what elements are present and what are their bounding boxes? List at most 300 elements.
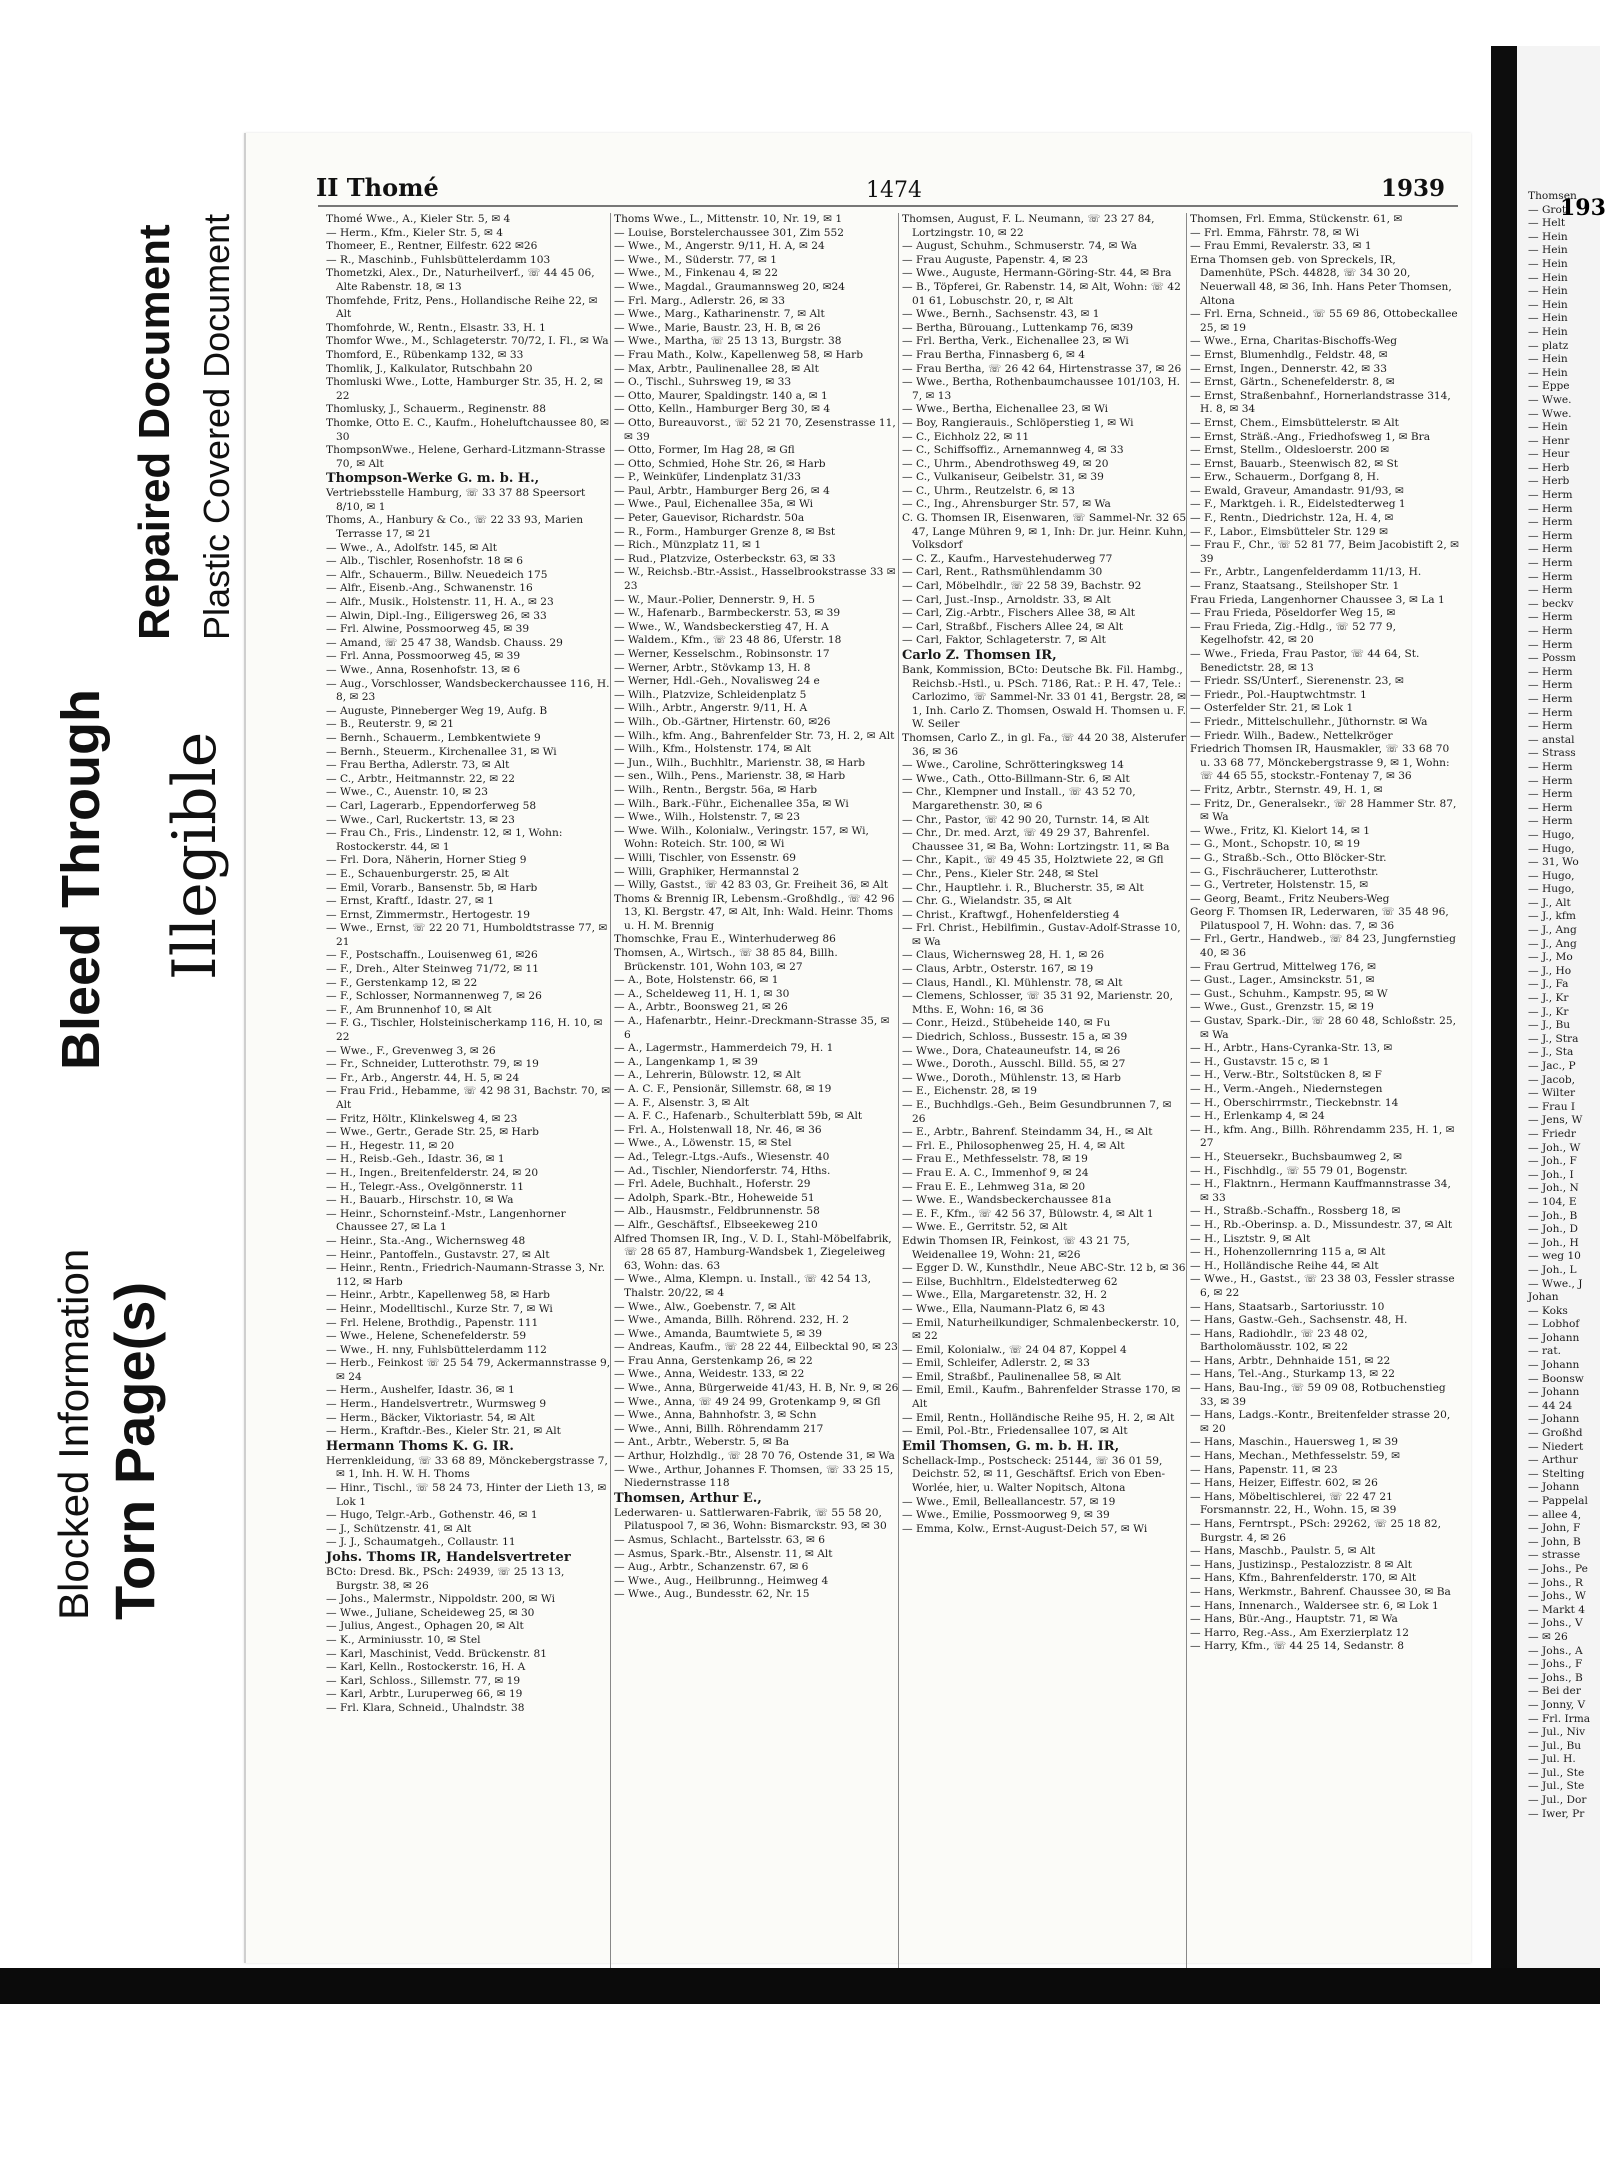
directory-entry: — G., Mont., Schopstr. 10, ✉ 19 [1190, 838, 1360, 851]
directory-entry: — A., Lehrerin, Bülowstr. 12, ✉ Alt [614, 1069, 801, 1082]
directory-entry: — Wwe., Gust., Grenzstr. 15, ✉ 19 [1190, 1001, 1374, 1014]
directory-entry: — C., Uhrm., Reutzelstr. 6, ✉ 13 [902, 484, 1075, 497]
directory-entry: — Alfr., Eisenb.-Ang., Schwanenstr. 16 [326, 582, 533, 595]
directory-entry: — Hans, Tel.-Ang., Sturkamp 13, ✉ 22 [1190, 1368, 1395, 1381]
directory-entry: — Hans, Innenarch., Waldersee str. 6, ✉ Lok 1 [1190, 1599, 1439, 1612]
directory-entry: — Wwe., Bertha, Eichenallee 23, ✉ Wi [902, 403, 1109, 416]
directory-entry: — Friedr., Pol.-Hauptwchtmstr. 1 [1190, 688, 1367, 701]
adjacent-entry: — Wwe. [1528, 393, 1572, 406]
scan-bottom-band [0, 1968, 1600, 2004]
directory-entry: — Ernst, Straßenbahnf., Hornerlandstrasse 314, H. 8, ✉ 34 [1190, 389, 1451, 416]
directory-entry: Lederwaren- u. Sattlerwaren-Fabrik, ☏ 55 58 20, Pilatuspool 7, ✉ 36, Wohn: Bismarckstr. 93, ✉ 30 [614, 1506, 887, 1533]
directory-entry: — Frau E. A. C., Immenhof 9, ✉ 24 [902, 1166, 1089, 1179]
adjacent-entry: — Herm [1528, 570, 1573, 583]
directory-entry: — A., Hafenarbtr., Heinr.-Dreckmann-Strasse 35, ✉ 6 [614, 1015, 890, 1041]
directory-entry: Thomfehde, Fritz, Pens., Hollandische Reihe 22, ✉ Alt [326, 294, 598, 321]
directory-entry: — Wwe., Caroline, Schrötteringksweg 14 [902, 759, 1124, 772]
directory-entry: — H., Arbtr., Hans-Cyranka-Str. 13, ✉ [1190, 1042, 1393, 1055]
adjacent-entry: — J., Sta [1528, 1046, 1574, 1059]
directory-entry: — Alwin, Dipl.-Ing., Eiligersweg 26, ✉ 33 [326, 609, 547, 622]
adjacent-entry: — Hugo, [1528, 869, 1575, 882]
directory-entry: — Herm., Handelsvertretr., Wurmsweg 9 [326, 1398, 547, 1411]
directory-entry: — Julius, Angest., Ophagen 20, ✉ Alt [326, 1620, 524, 1633]
directory-entry: — Chr., Dr. med. Arzt, ☏ 49 29 37, Bahrenfel. Chaussee 31, ✉ Ba, Wohn: Lortzingstr. 11, ✉ Ba [902, 827, 1170, 853]
adjacent-page-column [1528, 190, 1600, 1960]
directory-entry: — Herm., Kfm., Kieler Str. 5, ✉ 4 [326, 226, 503, 239]
directory-entry: — Chr., Kapit., ☏ 49 45 35, Holztwiete 22, ✉ Gfl [902, 854, 1164, 867]
directory-entry: — Frl. Helene, Brothdig., Papenstr. 111 [326, 1316, 539, 1329]
directory-entry: — Wwe., Arthur, Johannes F. Thomsen, ☏ 33 25 15, Niedernstrasse 118 [614, 1463, 894, 1490]
directory-entry: — W., Hafenarb., Barmbeckerstr. 53, ✉ 39 [614, 607, 841, 620]
directory-entry: — Ernst, Blumenhdlg., Feldstr. 48, ✉ [1190, 348, 1388, 361]
directory-entry: — Ernst, Stellm., Oldesloerstr. 200 ✉ [1190, 444, 1390, 457]
adjacent-entry: — Großhd [1528, 1427, 1583, 1440]
directory-entry: — Wwe., C., Auenstr. 10, ✉ 23 [326, 786, 488, 799]
directory-entry: — Ewald, Graveur, Amandastr. 91/93, ✉ [1190, 484, 1404, 497]
directory-entry: — Harro, Reg.-Ass., Am Exerzierplatz 12 [1190, 1626, 1409, 1639]
directory-entry: — Emma, Kolw., Ernst-August-Deich 57, ✉ Wi [902, 1522, 1148, 1535]
adjacent-entry: — Herm [1528, 692, 1573, 705]
directory-entry: — R., Form., Hamburger Grenze 8, ✉ Bst [614, 525, 836, 538]
directory-entry: — Frau Bertha, Finnasberg 6, ✉ 4 [902, 348, 1085, 361]
directory-entry: — Ant., Arbtr., Weberstr. 5, ✉ Ba [614, 1436, 790, 1449]
directory-entry: — H., Straßb.-Schaffn., Rossberg 18, ✉ [1190, 1205, 1401, 1218]
adjacent-entry: — J., Bu [1528, 1019, 1571, 1032]
adjacent-entry: — Hein [1528, 257, 1568, 270]
directory-entry: — Emil, Schleifer, Adlerstr. 2, ✉ 33 [902, 1357, 1090, 1370]
directory-entry: Frau Frieda, Langenhorner Chaussee 3, ✉ La 1 [1190, 593, 1445, 606]
directory-entry: — Fr., Schneider, Lutterothstr. 79, ✉ 19 [326, 1058, 539, 1071]
directory-entry: — Werner, Hdl.-Geh., Novalisweg 24 e [614, 675, 820, 688]
directory-entry: — Frau Anna, Gerstenkamp 26, ✉ 22 [614, 1354, 813, 1367]
adjacent-entry: — Jul., Ste [1528, 1766, 1585, 1779]
directory-entry: — Wwe., Marg., Katharinenstr. 7, ✉ Alt [614, 308, 825, 321]
directory-entry: — Peter, Gauevisor, Richardstr. 50a [614, 512, 805, 525]
adjacent-entry: — Jacob, [1528, 1073, 1575, 1086]
directory-entry: — Wwe., A., Adolfstr. 145, ✉ Alt [326, 541, 497, 554]
directory-entry: — H., Reisb.-Geh., Idastr. 36, ✉ 1 [326, 1153, 505, 1166]
directory-entry: — A. F. C., Hafenarb., Schulterblatt 59b, ✉ Alt [614, 1110, 863, 1123]
directory-entry: — Ernst, Sträß.-Ang., Friedhofsweg 1, ✉ Bra [1190, 430, 1431, 443]
adjacent-entry: — Hugo, [1528, 883, 1575, 896]
directory-entry: — A., Langenkamp 1, ✉ 39 [614, 1055, 758, 1068]
adjacent-entry: — J., kfm [1528, 910, 1576, 923]
directory-entry: — Emil, Naturheilkundiger, Schmalenbeckerstr. 10, ✉ 22 [902, 1316, 1180, 1343]
directory-column-2 [614, 213, 899, 1602]
directory-entry: — Fritz, Höltr., Klinkelsweg 4, ✉ 23 [326, 1112, 518, 1125]
directory-entry: — Ernst, Zimmermstr., Hertogestr. 19 [326, 908, 530, 921]
directory-entry: — Hinr., Tischl., ☏ 58 24 73, Hinter der Lieth 13, ✉ Lok 1 [326, 1482, 607, 1508]
directory-entry: — Wilh., Kfm., Holstenstr. 174, ✉ Alt [614, 743, 811, 756]
adjacent-entry: — Helt [1528, 217, 1566, 230]
directory-column-3 [902, 213, 1187, 1536]
directory-entry: — Bernh., Schauerm., Lembkentwiete 9 [326, 731, 541, 744]
adjacent-entry: — Lobhof [1528, 1318, 1580, 1331]
adjacent-entry: — anstal [1528, 733, 1575, 746]
directory-entry: — Werner, Kesselschm., Robinsonstr. 17 [614, 648, 830, 660]
directory-entry: — Wwe., Dora, Chateauneufstr. 14, ✉ 26 [902, 1044, 1121, 1057]
directory-entry: — Ernst, Chem., Eimsbüttelerstr. ✉ Alt [1190, 416, 1399, 429]
directory-entry: — H., Fischhdlg., ☏ 55 79 01, Bogenstr. [1190, 1164, 1408, 1177]
directory-entry: — Frau Math., Kolw., Kapellenweg 58, ✉ Harb [614, 348, 864, 361]
adjacent-entry: — Hein [1528, 421, 1568, 434]
adjacent-entry: — Friedr [1528, 1127, 1576, 1140]
adjacent-entry: — Jul., Dor [1528, 1794, 1587, 1807]
directory-entry: Thomsen, Carlo Z., in gl. Fa., ☏ 44 20 38, Alsterufer 36, ✉ 36 [902, 731, 1186, 758]
directory-entry: — Carl, Lagerarb., Eppendorferweg 58 [326, 799, 537, 812]
directory-entry: — Wwe., Fritz, Kl. Kielort 14, ✉ 1 [1190, 824, 1370, 837]
directory-entry: — F., Am Brunnenhof 10, ✉ Alt [326, 1003, 492, 1016]
directory-entry: — Wwe., Ella, Naumann-Platz 6, ✉ 43 [902, 1302, 1106, 1315]
directory-entry: — Wwe., Frieda, Frau Pastor, ☏ 44 64, St. Benedictstr. 28, ✉ 13 [1190, 648, 1420, 674]
directory-entry: — K., Arminiusstr. 10, ✉ Stel [326, 1633, 481, 1646]
directory-entry: — Wwe., Carl, Ruckertstr. 13, ✉ 23 [326, 813, 515, 826]
adjacent-entry: — John, F [1528, 1522, 1581, 1535]
condition-labels [50, 160, 237, 1630]
directory-entry: Emil Thomsen, G. m. b. H. IR, [902, 1438, 1120, 1454]
directory-entry: — Herb., Feinkost ☏ 25 54 79, Ackermannstrasse 9, ✉ 24 [326, 1357, 611, 1383]
directory-entry: Thomé Wwe., A., Kieler Str. 5, ✉ 4 [326, 213, 511, 225]
directory-entry: — Wwe., Juliane, Scheideweg 25, ✉ 30 [326, 1606, 535, 1619]
directory-entry: — C. Z., Kaufm., Harvestehuderweg 77 [902, 552, 1113, 565]
directory-entry: — Heinr., Pantoffeln., Gustavstr. 27, ✉ Alt [326, 1248, 550, 1261]
label-blocked-information: Blocked Information [50, 1248, 97, 1620]
directory-entry: Johs. Thoms IR, Handelsvertreter [326, 1550, 571, 1565]
directory-entry: — Asmus, Schlacht., Bartelsstr. 63, ✉ 6 [614, 1534, 825, 1546]
directory-entry: — H., Verm.-Angeh., Niedernstegen [1190, 1083, 1383, 1095]
directory-entry: — Egger D. W., Kunsthdlr., Neue ABC-Str. 12 b, ✉ 36 [902, 1262, 1186, 1275]
directory-entry: — Wwe., Ella, Margaretenstr. 32, H. 2 [902, 1289, 1108, 1302]
directory-entry: Thomsen, August, F. L. Neumann, ☏ 23 27 84, Lortzingstr. 10, ✉ 22 [902, 213, 1155, 239]
directory-entry: — Emil, Pol.-Btr., Friedensallee 107, ✉ Alt [902, 1425, 1128, 1438]
directory-entry: — Wwe., Paul, Eichenallee 35a, ✉ Wi [614, 498, 814, 511]
directory-entry: — Frl. Marg., Adlerstr. 26, ✉ 33 [614, 294, 786, 307]
directory-entry: — Frau Auguste, Papenstr. 4, ✉ 23 [902, 253, 1089, 266]
directory-entry: — Frl. Bertha, Verk., Eichenallee 23, ✉ Wi [902, 335, 1129, 348]
directory-entry: — Amand, ☏ 25 47 38, Wandsb. Chauss. 29 [326, 636, 563, 649]
directory-entry: Thoms, A., Hanbury & Co., ☏ 22 33 93, Marien Terrasse 17, ✉ 21 [326, 514, 584, 541]
directory-entry: — Ad., Telegr.-Ltgs.-Aufs., Wiesenstr. 40 [614, 1150, 830, 1163]
directory-entry: — Frl. Alwine, Possmoorweg 45, ✉ 39 [326, 623, 530, 636]
directory-entry: — Hans, Radiohdlr., ☏ 23 48 02, Bartholomäusstr. 102, ✉ 22 [1190, 1327, 1368, 1354]
directory-entry: — Rud., Platzvize, Osterbeckstr. 63, ✉ 33 [614, 552, 836, 565]
adjacent-entry: — Wilter [1528, 1087, 1576, 1100]
directory-entry: — Alb., Tischler, Rosenhofstr. 18 ✉ 6 [326, 555, 523, 568]
directory-entry: Georg F. Thomsen IR, Lederwaren, ☏ 35 48 96, Pilatuspool 7, H. Wohn: das. 7, ✉ 36 [1190, 906, 1449, 932]
adjacent-entry: — Joh., N [1528, 1182, 1579, 1195]
adjacent-entry: — Eppe [1528, 380, 1570, 393]
directory-entry: Thompson-Werke G. m. b. H., [326, 471, 540, 487]
directory-entry: — Conr., Heizd., Stübeheide 140, ✉ Fu [902, 1017, 1111, 1030]
header-section-title: II Thomé [316, 173, 439, 202]
directory-entry: — Bernh., Steuerm., Kirchenallee 31, ✉ Wi [326, 745, 557, 758]
directory-entry: — H., Lisztstr. 9, ✉ Alt [1190, 1232, 1311, 1245]
directory-entry: — A. F., Alsenstr. 3, ✉ Alt [614, 1096, 750, 1109]
directory-entry: — A., Scheldeweg 11, H. 1, ✉ 30 [614, 987, 790, 1000]
directory-entry: — A. C. F., Pensionär, Sillemstr. 68, ✉ 19 [614, 1083, 832, 1095]
adjacent-entry: — Markt 4 [1528, 1603, 1585, 1616]
directory-entry: — Hans, Bür.-Ang., Hauptstr. 71, ✉ Wa [1190, 1613, 1398, 1626]
label-bleed-through: Bleed Through [51, 689, 111, 1070]
directory-entry: — Eilse, Buchhltrn., Eldelstedterweg 62 [902, 1275, 1118, 1288]
directory-entry: — Gust., Schuhm., Kampstr. 95, ✉ W [1190, 987, 1388, 1000]
directory-entry: Erna Thomsen geb. von Spreckels, IR, Damenhüte, PSch. 44828, ☏ 34 30 20, Neuerwall 48, ✉ 36, Inh. Hans Peter Thomsen, Altona [1190, 253, 1452, 307]
adjacent-entry: — Herm [1528, 584, 1573, 597]
adjacent-entry: — Herm [1528, 760, 1573, 773]
directory-entry: — Frl., Gertr., Handweb., ☏ 84 23, Jungfernstieg 40, ✉ 36 [1190, 933, 1456, 960]
directory-entry: — Wwe., Anna, Bürgerweide 41/43, H. B, Nr. 9, ✉ 26 [614, 1382, 899, 1395]
directory-entry: — Herm., Bäcker, Viktoriastr. 54, ✉ Alt [326, 1411, 535, 1424]
directory-entry: — Otto, Bureauvorst., ☏ 52 21 70, Zesenstrasse 11, ✉ 39 [614, 416, 896, 443]
adjacent-entry: — Jac., P [1528, 1060, 1576, 1072]
adjacent-entry: — J., Ang [1528, 924, 1577, 937]
directory-entry: — F., Schlosser, Normannenweg 7, ✉ 26 [326, 990, 542, 1003]
directory-entry: — Fritz, Dr., Generalsekr., ☏ 28 Hammer Str. 87, ✉ Wa [1190, 797, 1457, 824]
adjacent-entry: — Jul. H. [1528, 1753, 1576, 1766]
adjacent-entry: — Arthur [1528, 1454, 1578, 1467]
directory-entry: — F. G., Tischler, Holsteinischerkamp 116, H. 10, ✉ 22 [326, 1017, 603, 1044]
adjacent-entry: Johan [1528, 1291, 1559, 1304]
adjacent-entry: — Wwe., J [1528, 1277, 1583, 1290]
directory-entry: Edwin Thomsen IR, Feinkost, ☏ 43 21 75, Weidenallee 19, Wohn: 21, ✉26 [902, 1234, 1130, 1261]
adjacent-entry: — Johann [1528, 1481, 1580, 1494]
directory-entry: Thoms Wwe., L., Mittenstr. 10, Nr. 19, ✉ 1 [614, 213, 843, 225]
adjacent-entry: — Johann [1528, 1331, 1580, 1344]
directory-entry: — E., Arbtr., Bahrenf. Steindamm 34, H., ✉ Alt [902, 1126, 1153, 1139]
directory-entry: — Frau Frid., Hebamme, ☏ 42 98 31, Bachstr. 70, ✉ Alt [326, 1085, 611, 1111]
directory-entry: — Frl. Erna, Schneid., ☏ 55 69 86, Ottobeckallee 25, ✉ 19 [1190, 308, 1458, 334]
directory-entry: — B., Reuterstr. 9, ✉ 21 [326, 718, 455, 731]
directory-entry: — Hans, Möbeltischlerei, ☏ 22 47 21 Forsmannstr. 22, H., Wohn. 15, ✉ 39 [1190, 1490, 1397, 1517]
directory-column-4 [1190, 213, 1460, 1654]
adjacent-entry: — ✉ 26 [1528, 1630, 1568, 1643]
header-rule [318, 205, 1458, 207]
directory-entry: — Frl. Emma, Fährstr. 78, ✉ Wi [1190, 226, 1360, 239]
adjacent-entry: — Joh., D [1528, 1223, 1579, 1236]
directory-entry: — H., Verw.-Btr., Soltstücken 8, ✉ F [1190, 1069, 1382, 1082]
adjacent-entry: — Johs., B [1528, 1671, 1583, 1684]
directory-entry: Hermann Thoms K. G. IR. [326, 1438, 514, 1454]
directory-entry: — Emil, Straßbf., Paulinenallee 58, ✉ Alt [902, 1370, 1121, 1383]
adjacent-entry: — Herm [1528, 815, 1573, 828]
directory-entry: — Frau E. E., Lehmweg 31a, ✉ 20 [902, 1180, 1086, 1193]
directory-entry: — Wwe., H. nny, Fuhlsbüttelerdamm 112 [326, 1343, 547, 1356]
adjacent-entry: — Hein [1528, 353, 1568, 366]
directory-entry: — Hans, Ladgs.-Kontr., Breitenfelder strasse 20, ✉ 20 [1190, 1409, 1451, 1435]
adjacent-entry: — J., Stra [1528, 1032, 1579, 1045]
directory-entry: — F., Dreh., Alter Steinweg 71/72, ✉ 11 [326, 963, 539, 976]
directory-entry: Thomschke, Frau E., Winterhuderweg 86 [614, 933, 836, 946]
directory-entry: — Carl, Faktor, Schlageterstr. 7, ✉ Alt [902, 634, 1106, 647]
directory-entry: — Wwe., Bernh., Sachsenstr. 43, ✉ 1 [902, 308, 1100, 321]
adjacent-entry: — Herm [1528, 706, 1573, 719]
directory-entry: — Hans, Arbtr., Dehnhaide 151, ✉ 22 [1190, 1354, 1391, 1367]
adjacent-entry: — Herb [1528, 475, 1570, 488]
directory-entry: — Herm., Aushelfer, Idastr. 36, ✉ 1 [326, 1384, 515, 1397]
adjacent-entry: — Hein [1528, 271, 1568, 284]
directory-entry: — B., Töpferei, Gr. Rabenstr. 14, ✉ Alt, Wohn: ☏ 42 01 61, Lobuschstr. 20, r, ✉ Alt [902, 280, 1181, 307]
directory-entry: — H., Flaktnrn., Hermann Kauffmannstrasse 34, ✉ 33 [1190, 1178, 1451, 1204]
directory-entry: — Aug., Vorschlosser, Wandsbeckerchaussee 116, H. 8, ✉ 23 [326, 677, 610, 704]
adjacent-entry: — J., Mo [1528, 951, 1573, 964]
adjacent-entry: — Wwe. [1528, 407, 1572, 420]
directory-entry: C. G. Thomsen IR, Eisenwaren, ☏ Sammel-Nr. 32 65 47, Lange Mühren 9, ✉ 1, Inh: Dr. jur. Heinr. Kuhn, Volksdorf [902, 512, 1187, 552]
adjacent-entry: — Jul., Ste [1528, 1780, 1585, 1793]
directory-entry: — Rich., Münzplatz 11, ✉ 1 [614, 539, 762, 552]
directory-entry: — Auguste, Pinneberger Weg 19, Aufg. B [326, 704, 548, 717]
directory-entry: — Wwe., Bertha, Rothenbaumchaussee 101/103, H. 7, ✉ 13 [902, 376, 1181, 402]
directory-entry: — Chr., Klempner und Install., ☏ 43 52 70, Margarethenstr. 30, ✉ 6 [902, 786, 1136, 812]
adjacent-entry: — Possm [1528, 652, 1576, 665]
adjacent-entry: — Bei der [1528, 1685, 1581, 1698]
directory-entry: — Wwe. E., Wandsbeckerchaussee 81a [902, 1194, 1112, 1207]
directory-entry: — H., Gustavstr. 15 c, ✉ 1 [1190, 1055, 1330, 1068]
adjacent-entry: — Heur [1528, 448, 1570, 461]
directory-entry: — Alb., Hausmstr., Feldbrunnenstr. 58 [614, 1205, 820, 1218]
directory-entry: — F., Rentn., Diedrichstr. 12a, H. 4, ✉ [1190, 512, 1394, 525]
directory-entry: Thomlik, J., Kalkulator, Rutschbahn 20 [326, 362, 533, 375]
directory-entry: — Franz, Staatsang., Steilshoper Str. 1 [1190, 580, 1400, 593]
directory-entry: — Carl, Zig.-Arbtr., Fischers Allee 38, ✉ Alt [902, 607, 1135, 620]
directory-entry: — Wwe., M., Süderstr. 77, ✉ 1 [614, 253, 777, 266]
adjacent-entry: — Johs., V [1528, 1617, 1583, 1630]
directory-entry: — H., Oberschirrmstr., Tieckebnstr. 14 [1190, 1096, 1399, 1109]
directory-entry: — Wwe., M., Finkenau 4, ✉ 22 [614, 267, 779, 280]
directory-entry: — Werner, Arbtr., Stövkamp 13, H. 8 [614, 661, 811, 674]
directory-entry: — Hugo, Telgr.-Arb., Gothenstr. 46, ✉ 1 [326, 1509, 538, 1522]
directory-entry: — Arthur, Holzhdlg., ☏ 28 70 76, Ostende 31, ✉ Wa [614, 1450, 895, 1463]
directory-entry: — Ernst, Kraftf., Idastr. 27, ✉ 1 [326, 895, 494, 908]
directory-entry: — Wwe., Anna, Weidestr. 133, ✉ 22 [614, 1368, 805, 1381]
directory-entry: — Frl. Christ., Hebilfimin., Gustav-Adolf-Strasse 10, ✉ Wa [902, 922, 1181, 948]
directory-entry: — Wilh., Platzvize, Schleidenplatz 5 [614, 688, 807, 701]
directory-entry: — Wwe., Doroth., Mühlenstr. 13, ✉ Harb [902, 1071, 1121, 1084]
directory-entry: — Gust., Lager., Amsinckstr. 51, ✉ [1190, 974, 1375, 987]
adjacent-entry: — Herm [1528, 720, 1573, 733]
directory-entry: — Gustav, Spark.-Dir., ☏ 28 60 48, Schloßstr. 25, ✉ Wa [1190, 1015, 1456, 1041]
directory-entry: — Frau F., Chr., ☏ 52 81 77, Beim Jacobistift 2, ✉ 39 [1190, 539, 1460, 565]
directory-entry: Carlo Z. Thomsen IR, [902, 648, 1057, 663]
directory-entry: — Wilh., kfm. Ang., Bahrenfelder Str. 73, H. 2, ✉ Alt [614, 729, 895, 742]
directory-entry: Thoms & Brennig IR, Lebensm.-Großhdlg., ☏ 42 96 13, Kl. Bergstr. 47, ✉ Alt, Inh: Wald. Heinr. Thoms u. H. M. Brennig [614, 892, 895, 932]
directory-entry: — Chr., Hauptlehr. i. R., Blucherstr. 35, ✉ Alt [902, 881, 1144, 894]
adjacent-page-year: 193 [1560, 195, 1606, 221]
directory-entry: Thomeer, E., Rentner, Eilfestr. 622 ✉26 [326, 240, 538, 253]
adjacent-entry: — Joh., B [1528, 1209, 1578, 1222]
adjacent-entry: — Herm [1528, 801, 1573, 814]
scan-dark-gutter [1491, 46, 1517, 1968]
directory-entry: — Ernst, Ingen., Dennerstr. 42, ✉ 33 [1190, 362, 1388, 375]
directory-entry: Bank, Kommission, BCto: Deutsche Bk. Fil. Hambg., Reichsb.-Hstl., u. PSch. 7186, Rat.: P. H. 47, Tele.: Carlozimo, ☏ Sammel-Nr. 33 01 41, Bergstr. 28, ✉ 1, Inh. Carlo Z. Thomsen, Oswald H. Thomsen u. F. W. Seiler [902, 664, 1187, 731]
label-plastic-covered: Plastic Covered Document [196, 213, 237, 640]
directory-entry: — Wwe., H., Gastst., ☏ 23 38 03, Fessler strasse 6, ✉ 22 [1190, 1273, 1455, 1299]
directory-entry: — Max, Arbtr., Paulinenallee 28, ✉ Alt [614, 362, 819, 375]
directory-entry: — A., Bote, Holstenstr. 66, ✉ 1 [614, 974, 779, 987]
directory-entry: Thomsen, Frl. Emma, Stückenstr. 61, ✉ [1190, 213, 1403, 225]
directory-entry: — Hans, Papenstr. 11, ✉ 23 [1190, 1463, 1338, 1476]
directory-entry: ThompsonWwe., Helene, Gerhard-Litzmann-Strasse 70, ✉ Alt [326, 444, 606, 470]
adjacent-entry: — Hein [1528, 285, 1568, 298]
directory-entry: — Carl, Straßbf., Fischers Allee 24, ✉ Alt [902, 620, 1124, 633]
directory-entry: — Carl, Möbelhdlr., ☏ 22 58 39, Bachstr. 92 [902, 580, 1142, 593]
directory-entry: — F., Marktgeh. i. R., Eidelstedterweg 1 [1190, 498, 1406, 511]
directory-entry: — H., Holländische Reihe 44, ✉ Alt [1190, 1259, 1379, 1272]
directory-entry: — Claus, Arbtr., Osterstr. 167, ✉ 19 [902, 963, 1094, 976]
directory-entry: — H., kfm. Ang., Billh. Röhrendamm 235, H. 1, ✉ 27 [1190, 1123, 1455, 1150]
adjacent-entry: — J., Kr [1528, 992, 1569, 1005]
directory-entry: Thometzki, Alex., Dr., Naturheilverf., ☏ 44 45 06, Alte Rabenstr. 18, ✉ 13 [326, 267, 595, 293]
directory-entry: — H., Bauarb., Hirschstr. 10, ✉ Wa [326, 1194, 514, 1207]
directory-entry: — H., Hohenzollernring 115 a, ✉ Alt [1190, 1246, 1386, 1259]
directory-entry: — Claus, Wichernsweg 28, H. 1, ✉ 26 [902, 949, 1105, 962]
directory-entry: — Fr., Arb., Angerstr. 44, H. 5, ✉ 24 [326, 1071, 520, 1084]
directory-entry: — Wwe., A., Löwenstr. 15, ✉ Stel [614, 1137, 792, 1150]
directory-entry: — Asmus, Spark.-Btr., Alsenstr. 11, ✉ Alt [614, 1547, 833, 1560]
directory-entry: — Wilh., Arbtr., Angerstr. 9/11, H. A [614, 702, 808, 715]
adjacent-entry: — J., Kr [1528, 1005, 1569, 1018]
directory-entry: — Emil, Rentn., Holländische Reihe 95, H. 2, ✉ Alt [902, 1411, 1175, 1424]
adjacent-entry: — Herm [1528, 529, 1573, 542]
directory-entry: — Wwe., Anna, ☏ 49 24 99, Grotenkamp 9, ✉ Gfl [614, 1395, 881, 1408]
directory-entry: — Friedr., Mittelschullehr., Jüthornstr. ✉ Wa [1190, 715, 1428, 728]
directory-entry: — Wwe., Anni, Billh. Röhrendamm 217 [614, 1422, 824, 1435]
directory-entry: — J., Schützenstr. 41, ✉ Alt [326, 1522, 472, 1535]
adjacent-entry: — Hein [1528, 230, 1568, 243]
adjacent-entry: — Herm [1528, 502, 1573, 515]
directory-entry: — A., Lagermstr., Hammerdeich 79, H. 1 [614, 1042, 834, 1055]
directory-entry: — C., Arbtr., Heitmannstr. 22, ✉ 22 [326, 772, 515, 785]
directory-entry: — Karl, Schloss., Sillemstr. 77, ✉ 19 [326, 1674, 521, 1687]
directory-entry: — Otto, Maurer, Spaldingstr. 140 a, ✉ 1 [614, 389, 828, 402]
directory-entry: — Wwe. Wilh., Kolonialw., Veringstr. 157, ✉ Wi, Wohn: Roteich. Str. 100, ✉ Wi [614, 824, 869, 851]
directory-entry: — Ad., Tischler, Niendorferstr. 74, Hths. [614, 1164, 831, 1177]
directory-entry: — Wilh., Bark.-Führ., Eichenallee 35a, ✉ Wi [614, 797, 849, 810]
directory-entry: — G., Vertreter, Holstenstr. 15, ✉ [1190, 879, 1369, 892]
directory-entry: — Wilh., Rentn., Bergstr. 56a, ✉ Harb [614, 783, 818, 796]
directory-entry: — Paul, Arbtr., Hamburger Berg 26, ✉ 4 [614, 484, 830, 497]
adjacent-entry: — Hugo, [1528, 828, 1575, 841]
directory-entry: — Chr., Pens., Kieler Str. 248, ✉ Stel [902, 867, 1099, 880]
scan-left-margin [0, 46, 30, 1968]
adjacent-entry: — Herm [1528, 543, 1573, 556]
adjacent-entry: — Herm [1528, 557, 1573, 570]
directory-entry: — Wwe., Doroth., Ausschl. Billd. 55, ✉ 27 [902, 1058, 1126, 1071]
directory-entry: — Clemens, Schlosser, ☏ 35 31 92, Marienstr. 20, Mths. E, Wohn: 16, ✉ 36 [902, 990, 1173, 1016]
directory-entry: — Karl, Kelln., Rostockerstr. 16, H. A [326, 1661, 526, 1674]
directory-entry: — Heinr., Rentn., Friedrich-Naumann-Strasse 3, Nr. 112, ✉ Harb [326, 1262, 605, 1288]
directory-entry: — Louise, Borstelerchaussee 301, Zim 552 [614, 226, 844, 239]
adjacent-entry: — Herm [1528, 611, 1573, 624]
adjacent-entry: — Joh., H [1528, 1236, 1579, 1249]
adjacent-entry: — Hein [1528, 244, 1568, 257]
directory-entry: — Wwe., Aug., Bundesstr. 62, Nr. 15 [614, 1588, 810, 1601]
directory-entry: — H., Erlenkamp 4, ✉ 24 [1190, 1110, 1325, 1123]
adjacent-entry: — John, B [1528, 1535, 1581, 1548]
directory-entry: — Wwe., Cath., Otto-Billmann-Str. 6, ✉ Alt [902, 772, 1130, 785]
adjacent-entry: — beckv [1528, 597, 1574, 610]
directory-entry: — Frau Ch., Fris., Lindenstr. 12, ✉ 1, Wohn: Rostockerstr. 44, ✉ 1 [326, 827, 563, 853]
directory-entry: Thomluski Wwe., Lotte, Hamburger Str. 35, H. 2, ✉ 22 [326, 376, 603, 402]
directory-entry: — E., Buchhdlgs.-Geh., Beim Gesundbrunnen 7, ✉ 26 [902, 1099, 1172, 1125]
adjacent-entry: — Johann [1528, 1386, 1580, 1399]
directory-entry: — Alfr., Musik., Holstenstr. 11, H. A., ✉ 23 [326, 596, 554, 609]
directory-entry: — Wwe., Martha, ☏ 25 13 13, Burgstr. 38 [614, 335, 842, 348]
page-number: 1474 [866, 178, 922, 203]
adjacent-entry: — J., Fa [1528, 978, 1569, 991]
directory-entry: — F., Postschaffn., Louisenweg 61, ✉26 [326, 949, 538, 962]
directory-entry: — Claus, Handl., Kl. Mühlenstr. 78, ✉ Alt [902, 976, 1123, 989]
adjacent-entry: — J., Alt [1528, 896, 1571, 909]
